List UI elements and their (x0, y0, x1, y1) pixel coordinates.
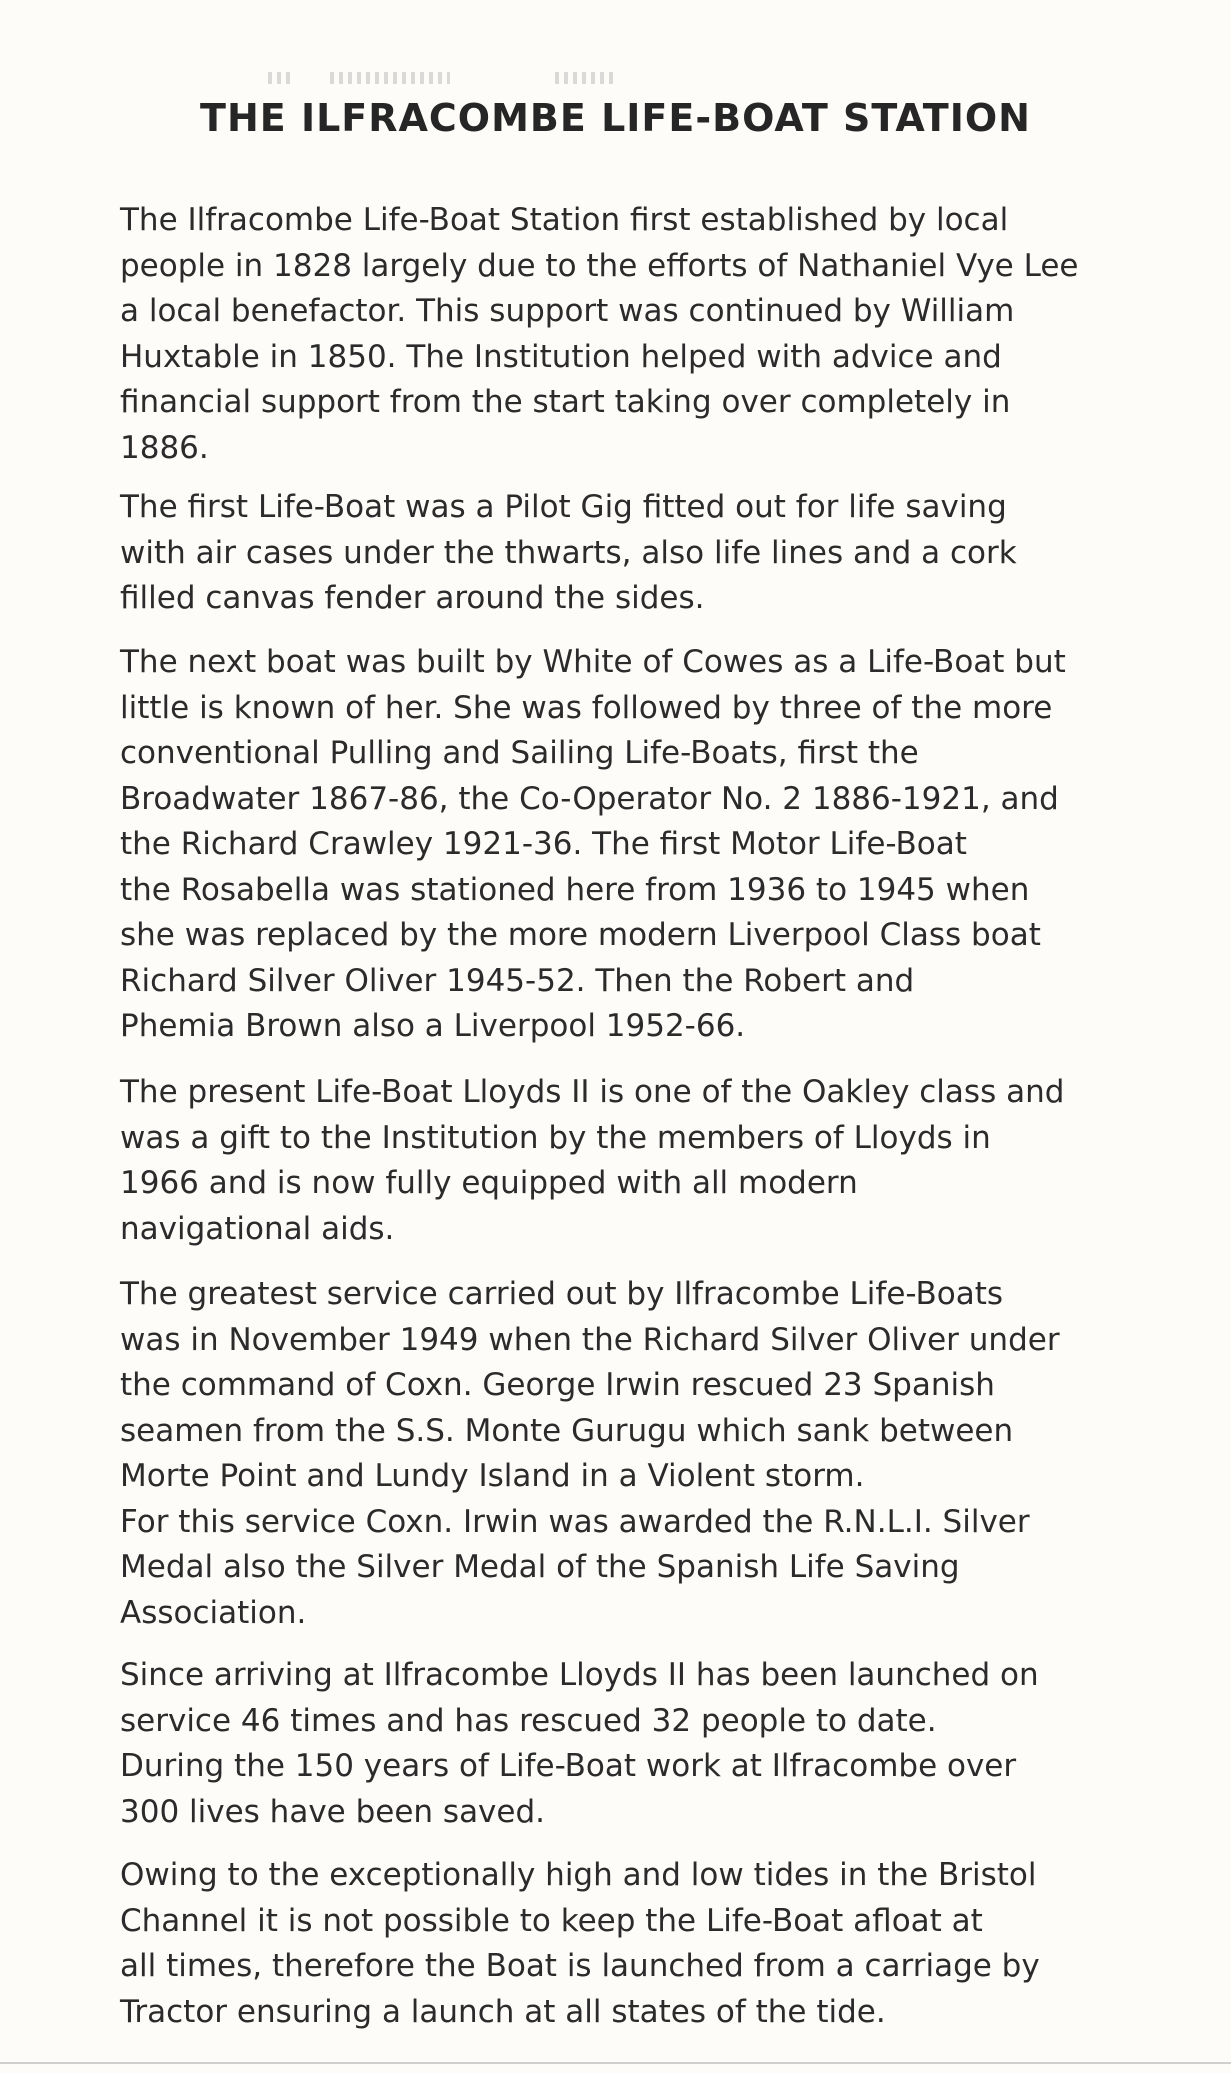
text-line: The Ilfracombe Life-Boat Station first established by local (120, 202, 1009, 238)
print-smudge (268, 72, 290, 84)
text-line: 300 lives have been saved. (120, 1793, 546, 1830)
text-line: The greatest service carried out by Ilfracombe Life-Boats (120, 1276, 1004, 1312)
text-line: Owing to the exceptionally high and low tides in the Bristol (120, 1857, 1037, 1893)
text-line: was a gift to the Institution by the members of Lloyds in (120, 1119, 991, 1156)
print-smudge (555, 72, 615, 84)
text-line: For this service Coxn. Irwin was awarded the R.N.L.I. Silver (120, 1503, 1030, 1540)
text-line: the Richard Crawley 1921-36. The first Motor Life-Boat (120, 826, 967, 862)
paragraph-launch-record (120, 1653, 1180, 1835)
text-line: all times, therefore the Boat is launched from a carriage by (120, 1948, 1040, 1984)
paragraph-first-lifeboat (120, 485, 1180, 622)
text-line: Tractor ensuring a launch at all states of the tide. (120, 1993, 886, 2030)
text-line: Morte Point and Lundy Island in a Violent storm. (120, 1458, 865, 1494)
text-line: Channel it is not possible to keep the Life-Boat afloat at (120, 1902, 983, 1939)
text-line: the command of Coxn. George Irwin rescued 23 Spanish (120, 1367, 995, 1403)
page-title: THE ILFRACOMBE LIFE-BOAT STATION (200, 96, 1031, 140)
text-line: Richard Silver Oliver 1945-52. Then the Robert and (120, 962, 915, 999)
paragraph-tides (120, 1853, 1180, 2035)
text-line: Broadwater 1867-86, the Co-Operator No. 2 1886-1921, and (120, 780, 1059, 817)
paragraph-history (120, 198, 1180, 471)
paragraph-greatest-service (120, 1272, 1180, 1636)
text-line: During the 150 years of Life-Boat work at Ilfracombe over (120, 1748, 1017, 1784)
paragraph-present-lifeboat (120, 1070, 1180, 1252)
text-line: Medal also the Silver Medal of the Spanish Life Saving (120, 1549, 960, 1585)
text-line: Association. (120, 1594, 307, 1631)
text-line: the Rosabella was stationed here from 1936 to 1945 when (120, 871, 1030, 908)
text-line: navigational aids. (120, 1210, 395, 1247)
text-line: The next boat was built by White of Cowes as a Life-Boat but (120, 644, 1066, 680)
text-line: was in November 1949 when the Richard Silver Oliver under (120, 1321, 1060, 1358)
text-line: a local benefactor. This support was continued by William (120, 293, 1015, 329)
text-line: The present Life-Boat Lloyds II is one of the Oakley class and (120, 1074, 1065, 1110)
text-line: little is known of her. She was followed by three of the more (120, 689, 1053, 726)
text-line: service 46 times and has rescued 32 people to date. (120, 1702, 937, 1739)
text-line: Huxtable in 1850. The Institution helped with advice and (120, 338, 1002, 375)
paragraph-later-boats (120, 640, 1180, 1050)
text-line: filled canvas fender around the sides. (120, 580, 705, 616)
text-line: 1966 and is now fully equipped with all modern (120, 1165, 858, 1201)
text-line: Since arriving at Ilfracombe Lloyds II has been launched on (120, 1657, 1039, 1693)
text-line: financial support from the start taking over completely in (120, 384, 1011, 420)
text-line: Phemia Brown also a Liverpool 1952-66. (120, 1008, 746, 1044)
text-line: people in 1828 largely due to the efforts of Nathaniel Vye Lee (120, 247, 1079, 284)
text-line: conventional Pulling and Sailing Life-Boats, first the (120, 735, 919, 771)
text-line: 1886. (120, 429, 209, 466)
text-line: seamen from the S.S. Monte Gurugu which sank between (120, 1412, 1014, 1449)
print-smudge (330, 72, 450, 84)
text-line: with air cases under the thwarts, also life lines and a cork (120, 534, 1017, 571)
page-edge-rule (0, 2062, 1231, 2064)
text-line: The first Life-Boat was a Pilot Gig fitted out for life saving (120, 489, 1007, 525)
text-line: she was replaced by the more modern Liverpool Class boat (120, 917, 1041, 953)
